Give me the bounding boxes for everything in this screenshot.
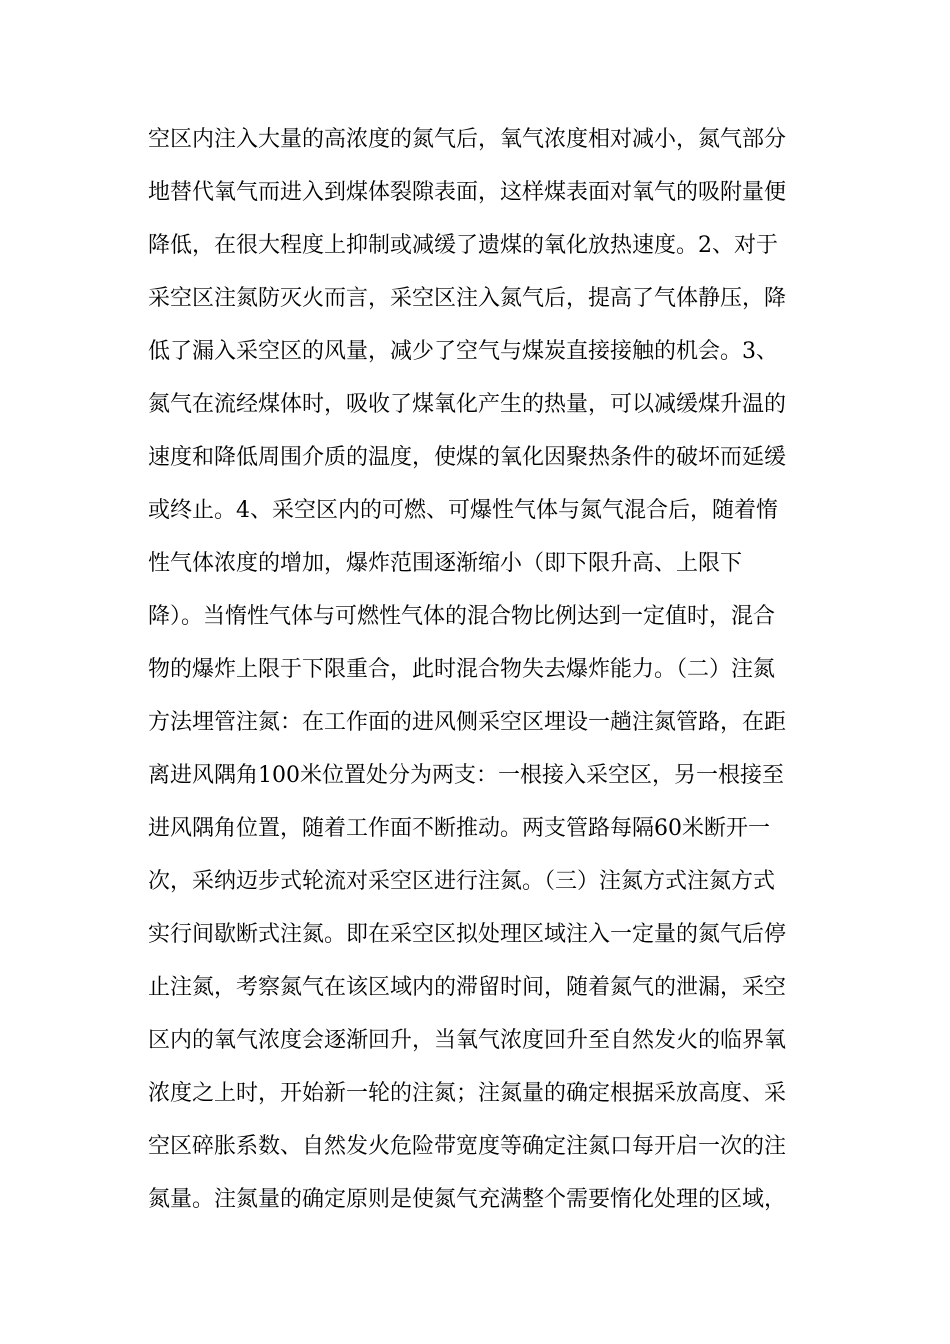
text-line: 降）。当惰性气体与可燃性气体的混合物比例达到一定值时，混合 <box>148 604 776 629</box>
text-line: 降低，在很大程度上抑制或减缓了遗煤的氧化放热速度。2、对于 <box>148 233 778 258</box>
text-line: 氮量。注氮量的确定原则是使氮气充满整个需要惰化处理的区域， <box>148 1187 787 1212</box>
text-line: 地替代氧气而进入到煤体裂隙表面，这样煤表面对氧气的吸附量便 <box>148 180 787 205</box>
text-line: 低了漏入采空区的风量，减少了空气与煤炭直接接触的机会。3、 <box>148 339 778 364</box>
text-line: 区内的氧气浓度会逐渐回升，当氧气浓度回升至自然发火的临界氧 <box>148 1028 787 1053</box>
text-line: 性气体浓度的增加，爆炸范围逐渐缩小（即下限升高、上限下 <box>148 551 743 576</box>
text-line: 次，采纳迈步式轮流对采空区进行注氮。（三）注氮方式注氮方式 <box>148 869 776 894</box>
text-line: 浓度之上时，开始新一轮的注氮；注氮量的确定根据采放高度、采 <box>148 1081 787 1106</box>
text-line: 或终止。4、采空区内的可燃、可爆性气体与氮气混合后，随着惰 <box>148 498 778 523</box>
text-line: 空区碎胀系数、自然发火危险带宽度等确定注氮口每开启一次的注 <box>148 1134 787 1159</box>
text-line: 氮气在流经煤体时，吸收了煤氧化产生的热量，可以减缓煤升温的 <box>148 392 787 417</box>
body-text <box>148 113 808 1226</box>
text-line: 方法埋管注氮：在工作面的进风侧采空区埋设一趟注氮管路，在距 <box>148 710 787 735</box>
text-line: 采空区注氮防灭火而言，采空区注入氮气后，提高了气体静压，降 <box>148 286 787 311</box>
text-line: 实行间歇断式注氮。即在采空区拟处理区域注入一定量的氮气后停 <box>148 922 787 947</box>
text-line: 速度和降低周围介质的温度，使煤的氧化因聚热条件的破坏而延缓 <box>148 445 787 470</box>
text-line: 空区内注入大量的高浓度的氮气后，氧气浓度相对减小，氮气部分 <box>148 127 787 152</box>
text-line: 离进风隅角100米位置处分为两支：一根接入采空区，另一根接至 <box>148 763 784 788</box>
text-line: 物的爆炸上限于下限重合，此时混合物失去爆炸能力。（二）注氮 <box>148 657 776 682</box>
text-line: 止注氮，考察氮气在该区域内的滞留时间，随着氮气的泄漏，采空 <box>148 975 787 1000</box>
text-line: 进风隅角位置，随着工作面不断推动。两支管路每隔60米断开一 <box>148 816 770 841</box>
